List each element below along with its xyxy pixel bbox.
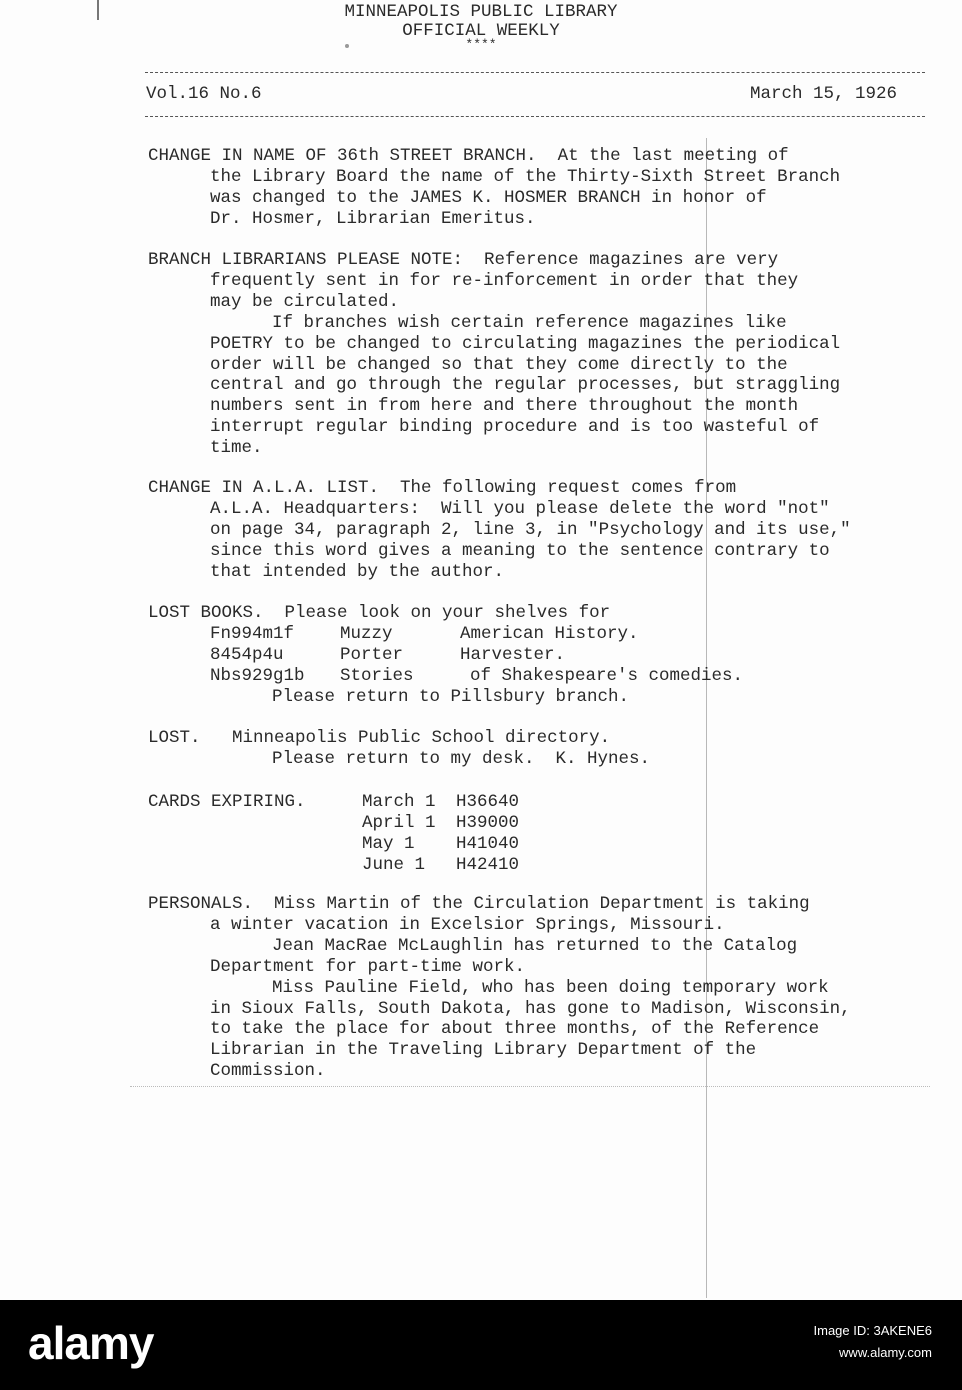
card-number: H42410	[456, 854, 520, 875]
text-line: PERSONALS. Miss Martin of the Circulation Department is taking	[148, 894, 810, 914]
card-row	[148, 813, 519, 834]
text-line: central and go through the regular processes, but straggling	[210, 375, 841, 396]
text-line: since this word gives a meaning to the sentence contrary to	[210, 540, 830, 561]
text-line: on page 34, paragraph 2, line 3, in "Psychology and its use,"	[210, 519, 851, 540]
text-line: order will be changed so that they come directly to the	[210, 354, 788, 375]
text-line: may be circulated.	[210, 291, 400, 312]
section-personals	[148, 894, 938, 1082]
section-name-change	[148, 146, 938, 230]
text-line: Please return to my desk. K. Hynes.	[272, 748, 651, 769]
text-line: If branches wish certain reference magazines like	[272, 312, 787, 333]
watermark-logo: alamy	[28, 1317, 154, 1369]
text-line: A.L.A. Headquarters: Will you please delete the word "not"	[210, 498, 830, 519]
book-author: Porter	[340, 644, 404, 665]
text-line: CHANGE IN NAME OF 36th STREET BRANCH. At the last meeting of	[148, 146, 789, 166]
book-title: American History.	[460, 623, 639, 644]
card-month: March 1	[362, 792, 436, 812]
text-line: POETRY to be changed to circulating magazines the periodical	[210, 333, 841, 354]
text-line: the Library Board the name of the Thirty-Sixth Street Branch	[210, 166, 841, 187]
text-line: CHANGE IN A.L.A. LIST. The following request comes from	[148, 478, 737, 498]
text-line: Department for part-time work.	[210, 956, 526, 977]
call-number: Fn994m1f	[210, 623, 295, 644]
card-row	[148, 792, 519, 813]
section-lost-directory	[148, 728, 938, 770]
section-cards-expiring	[148, 792, 519, 876]
book-author: Muzzy	[340, 623, 393, 644]
header-rule-top	[145, 72, 925, 73]
card-number: H36640	[456, 792, 520, 812]
text-line: LOST. Minneapolis Public School directory.	[148, 728, 611, 748]
card-row	[148, 834, 519, 855]
page-title: MINNEAPOLIS PUBLIC LIBRARY	[344, 2, 618, 22]
lost-book-item	[148, 645, 938, 666]
scan-edge-mark	[97, 0, 99, 20]
book-author: Stories	[340, 665, 414, 686]
text-line: time.	[210, 438, 263, 459]
section-lost-books	[148, 603, 938, 708]
text-line: BRANCH LIBRARIANS PLEASE NOTE: Reference magazines are very	[148, 250, 779, 270]
text-line: Jean MacRae McLaughlin has returned to the Catalog	[272, 935, 798, 956]
ink-speck	[345, 44, 349, 48]
text-line: frequently sent in for re-inforcement in order that they	[210, 270, 799, 291]
call-number: 8454p4u	[210, 644, 284, 665]
cards-label: CARDS EXPIRING.	[148, 792, 306, 812]
card-row	[148, 855, 519, 876]
bottom-scan-rule	[130, 1086, 930, 1087]
text-line: a winter vacation in Excelsior Springs, Missouri.	[210, 914, 725, 935]
text-line: to take the place for about three months, of the Reference	[210, 1019, 820, 1040]
text-line: Miss Pauline Field, who has been doing temporary work	[272, 977, 829, 998]
card-month: May 1	[362, 833, 415, 854]
card-month: April 1	[362, 812, 436, 833]
text-line: in Sioux Falls, South Dakota, has gone to Madison, Wisconsin,	[210, 998, 851, 1019]
section-ala-list	[148, 478, 938, 583]
book-title: of Shakespeare's comedies.	[470, 665, 744, 686]
card-number: H39000	[456, 812, 520, 833]
lost-book-item	[148, 624, 938, 645]
issue-date: March 15, 1926	[750, 84, 898, 104]
text-line: Commission.	[210, 1061, 326, 1082]
text-line: numbers sent in from here and there throughout the month	[210, 396, 799, 417]
text-line: LOST BOOKS. Please look on your shelves for	[148, 603, 611, 623]
text-line: was changed to the JAMES K. HOSMER BRANCH in honor of	[210, 187, 767, 208]
page-subtitle: OFFICIAL WEEKLY	[402, 21, 560, 41]
card-month: June 1	[362, 854, 426, 875]
section-branch-note	[148, 250, 938, 459]
header-stars: ****	[465, 37, 497, 52]
text-line: Please return to Pillsbury branch.	[272, 686, 630, 707]
text-line: that intended by the author.	[210, 561, 505, 582]
card-number: H41040	[456, 833, 520, 854]
text-line: Dr. Hosmer, Librarian Emeritus.	[210, 208, 536, 229]
volume-number: Vol.16 No.6	[146, 84, 262, 104]
text-line: Librarian in the Traveling Library Department of the	[210, 1040, 757, 1061]
text-line: interrupt regular binding procedure and is too wasteful of	[210, 417, 820, 438]
header-rule-bottom	[145, 116, 925, 117]
lost-book-item	[148, 666, 938, 687]
image-id-block	[814, 1320, 933, 1364]
call-number: Nbs929g1b	[210, 665, 305, 686]
image-id: Image ID: 3AKENE6	[813, 1323, 932, 1338]
site-url: www.alamy.com	[839, 1345, 932, 1360]
book-title: Harvester.	[460, 644, 566, 665]
